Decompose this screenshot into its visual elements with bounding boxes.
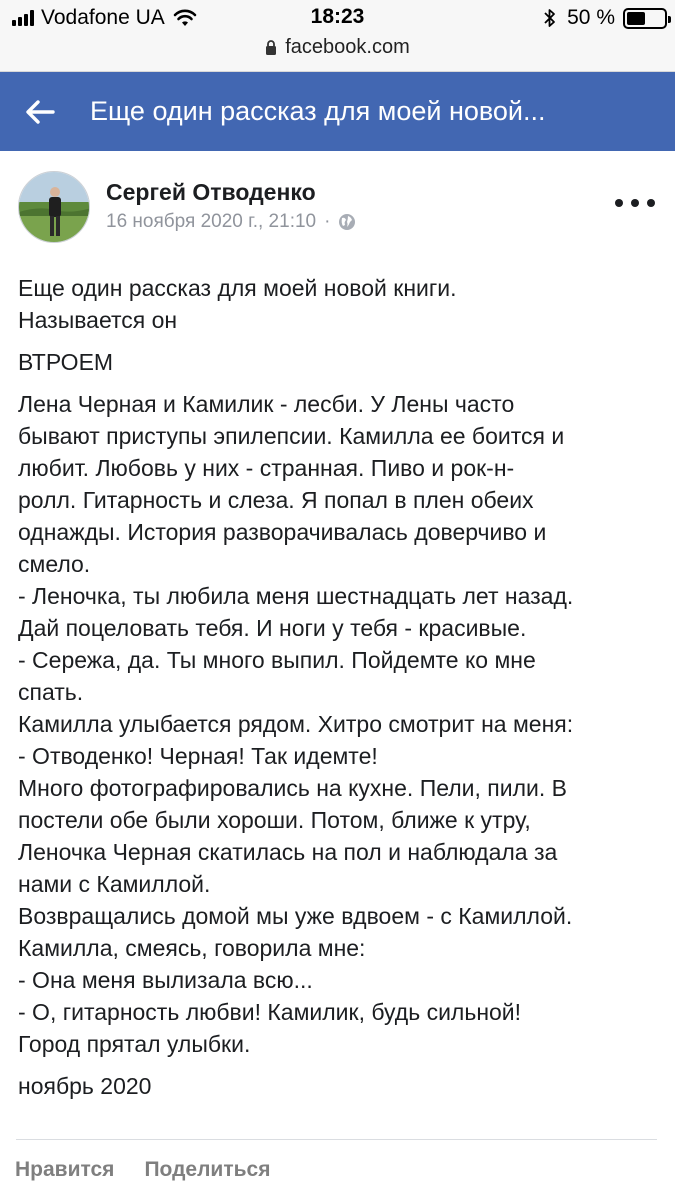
meta-separator: · <box>324 211 331 232</box>
like-button[interactable]: Нравится <box>15 1158 115 1181</box>
post-date[interactable]: 16 ноября 2020 г., 21:10 <box>106 211 317 232</box>
battery-icon <box>623 8 667 29</box>
bluetooth-icon <box>543 8 557 28</box>
story-line: Город прятал улыбки. <box>18 1031 251 1057</box>
story-line: Дай поцеловать тебя. И ноги у тебя - красивые. <box>18 615 527 641</box>
intro-line: Называется он <box>18 307 178 333</box>
story-line: Камилла, смеясь, говорила мне: <box>18 935 366 961</box>
back-button[interactable] <box>10 82 70 142</box>
story-line: ролл. Гитарность и слеза. Я попал в плен обеих <box>18 487 534 513</box>
story-line: постели обе были хороши. Потом, ближе к утру, <box>18 807 531 833</box>
story-line: Возвращались домой мы уже вдвоем - с Камиллой. <box>18 903 573 929</box>
story-line: - Леночка, ты любила меня шестнадцать лет назад. <box>18 583 574 609</box>
more-icon <box>615 199 623 207</box>
carrier-name: Vodafone UA <box>41 6 165 29</box>
story-line: нами с Камиллой. <box>18 871 211 897</box>
story-line: - О, гитарность любви! Камилик, будь сильной! <box>18 999 522 1025</box>
story-line: Леночка Черная скатилась на пол и наблюдала за <box>18 839 558 865</box>
back-arrow-icon <box>25 100 55 124</box>
story-line: бывают приступы эпилепсии. Камилла ее боится и <box>18 423 565 449</box>
avatar[interactable] <box>18 171 90 243</box>
story-line: спать. <box>18 679 84 705</box>
battery-percent: 50 % <box>567 6 615 29</box>
url-bar[interactable] <box>0 34 675 72</box>
page-header <box>0 72 675 151</box>
story-line: любит. Любовь у них - странная. Пиво и рок-н- <box>18 455 515 481</box>
status-right <box>543 6 667 30</box>
share-button[interactable]: Поделиться <box>144 1158 271 1181</box>
page-title: Еще один рассказ для моей новой... <box>90 96 546 126</box>
intro-line: Еще один рассказ для моей новой книги. <box>18 275 457 301</box>
story-line: - Она меня вылизала всю... <box>18 967 313 993</box>
story-line: Лена Черная и Камилик - лесби. У Лены часто <box>18 391 515 417</box>
story-line: Много фотографировались на кухне. Пели, пили. В <box>18 775 567 801</box>
story-line: смело. <box>18 551 91 577</box>
status-bar <box>0 0 675 34</box>
story-line: - Сережа, да. Ты много выпил. Пойдемте ко мне <box>18 647 536 673</box>
post-header <box>0 151 675 251</box>
post-author[interactable]: Сергей Отводенко <box>106 179 316 205</box>
lock-icon <box>265 40 277 55</box>
post-signature: ноябрь 2020 <box>18 1073 152 1099</box>
story-title: ВТРОЕМ <box>18 349 114 375</box>
post-actions <box>15 1158 270 1182</box>
globe-icon <box>338 213 356 231</box>
divider <box>16 1139 657 1140</box>
clock: 18:23 <box>310 5 365 28</box>
url-text[interactable]: facebook.com <box>285 36 410 58</box>
post-body <box>18 262 663 1112</box>
more-options-button[interactable] <box>615 193 655 213</box>
story-line: - Отводенко! Черная! Так идемте! <box>18 743 378 769</box>
story-line: однажды. История разворачивалась доверчиво и <box>18 519 547 545</box>
story-line: Камилла улыбается рядом. Хитро смотрит на меня: <box>18 711 574 737</box>
post-meta <box>106 211 356 233</box>
